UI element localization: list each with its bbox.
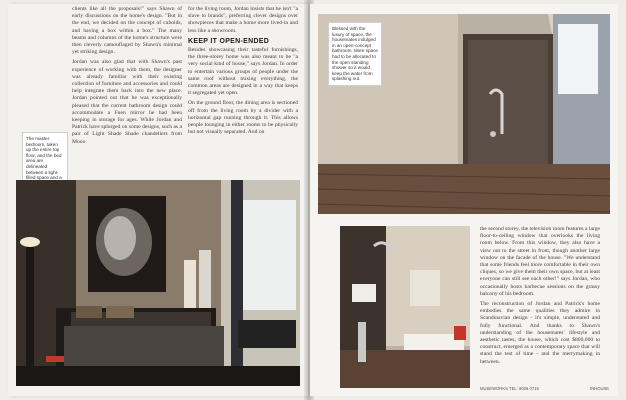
paragraph: Besides showcasing their tasteful furnishings, the three-storey home was also meant to be "a very social kind of house," says Jordan. In order to entertain various groups of people under the same roof without mixing everything, the common areas are designed in a way that keeps it segregated yet open.: [188, 47, 298, 97]
paragraph: the second storey, the television room features a large floor-to-ceiling window that overlooks the living room below. From this window, they also have a view out to the street in front, though another large window on the facade of the house. "We understand that some friends feel more comfortable in their own cliques, so we give them their own space, but at least everyone can still see each other!" says Jordan, who occasionally hosts barbecue sessions on the grassy balcony of his bedroom.: [480, 226, 600, 297]
tub-illustration: [340, 226, 470, 388]
paragraph: Jordan was also glad that with Shawn's past experience of working with them, the designer was already familiar with their existing collection of furniture and accessories and could help integrate them back into the new place. Jordan pointed out that he was exceptionally pleased that the current bathroom design could accommodate a Fuen mirror he had been keeping in storage for ages. While Jordan and Patrick have splurged on some designs, such as a pair of Light Shade Shade chandeliers from Mooo: [72, 59, 182, 145]
footer-folio: [590, 386, 609, 391]
caption-text: The master bedroom, taken up the entire top floor, and the bed area are delineated between a light-filled space and a: [26, 136, 62, 181]
bathroom-photo-tall: [340, 226, 470, 388]
footer-credit: [480, 386, 539, 391]
bedroom-illustration: [16, 180, 300, 386]
paragraph: The reconstruction of Jordan and Patrick's home embodies the same qualities they admire in Scandinavian design - it's simple, understated and fully functional. And thanks to Shawn's understanding of the housemates' lifestyle and aesthetic tastes, the house, which cost $800,000 to construct, emerged as a contemporary space that will stand the test of time - and the merrymaking in between.: [480, 301, 600, 365]
section-heading: KEEP IT OPEN-ENDED: [188, 37, 270, 45]
left-page: [8, 4, 308, 396]
bathroom-caption: [328, 22, 382, 86]
paragraph: On the ground floor, the dining area is sectioned off from the living room by a divider with a horizontal gap running through it. This allows people lounging in either rooms to be physically but not visually separated. And on: [188, 100, 298, 136]
caption-text: Blessed with the luxury of space, the housemates indulged in an open-concept bathroom. More space had to be allocated to the open standing shower so it would keep the water from splashing out.: [332, 26, 378, 82]
left-column-2: [188, 6, 298, 139]
left-column-1: [72, 6, 182, 149]
folio-text: INHOUSE: [590, 386, 610, 391]
credit-text: MUSEWORKS TEL: 9026 0719: [480, 386, 539, 391]
paragraph: clients like all the proposals!" says Shawn of early discussions on the home's design. "But in the end, we decided on the concept of cuboids, and having a box within a box." The many beams and columns of the home's structure were then cleverly camouflaged by Shawn's minimal yet striking design.: [72, 6, 182, 56]
right-page: [310, 4, 618, 396]
bedroom-photo: [16, 180, 300, 386]
right-column: [480, 226, 600, 369]
paragraph: for the living room, Jordan insists that he isn't "a slave to brands", preferring clever designs over showpieces that make a home more lived-in and less like a showroom.: [188, 6, 298, 34]
